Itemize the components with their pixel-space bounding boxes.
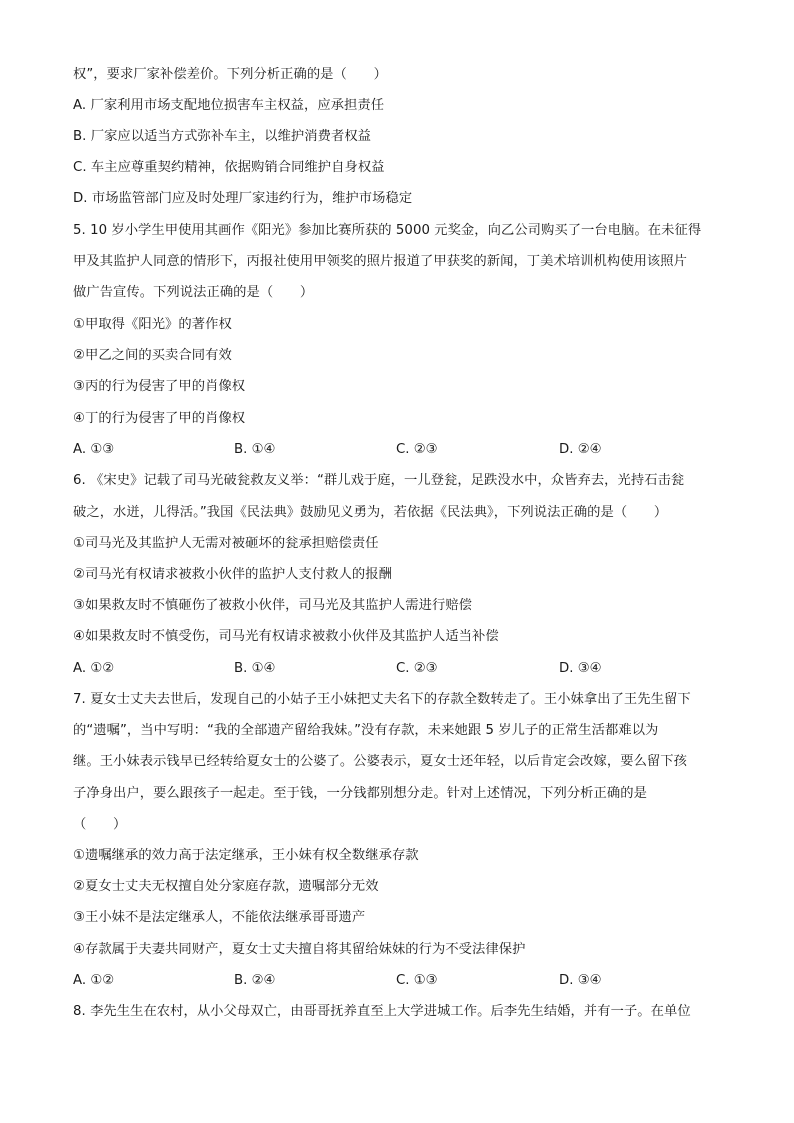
q6-stem-line-2: 破之，水迸，儿得活。”我国《民法典》鼓励见义勇为，若依据《民法典》，下列说法正确的是（ ） [73,505,668,520]
q6-item-2: ②司马光有权请求被救小伙伴的监护人支付救人的报酬 [73,567,392,582]
q7-stem-line-4: 子净身出户，要么跟孩子一起走。至于钱，一分钱都别想分走。针对上述情况，下列分析正确的是 [73,786,647,801]
q5-choice-a: A. ①③ [73,442,115,457]
q5-stem-line-2: 甲及其监护人同意的情形下，丙报社使用甲领奖的照片报道了甲获奖的新闻，丁美术培训机构使用该照片 [73,254,687,269]
q7-item-2: ②夏女士丈夫无权擅自处分家庭存款，遗嘱部分无效 [73,879,379,894]
q5-stem-line-1: 5. 10 岁小学生甲使用其画作《阳光》参加比赛所获的 5000 元奖金，向乙公司购买了一台电脑。在未征得 [73,223,702,238]
q6-choice-a: A. ①② [73,661,115,676]
q6-stem-line-1: 6. 《宋史》记载了司马光破瓮救友义举：“群儿戏于庭，一儿登瓮，足跌没水中，众皆弃去，光持石击瓮 [73,473,685,488]
q7-item-3: ③王小妹不是法定继承人，不能依法继承哥哥遗产 [73,910,366,925]
q4-option-d: D. 市场监管部门应及时处理厂家违约行为，维护市场稳定 [73,191,413,206]
q5-choice-c: C. ②③ [396,442,438,457]
q6-choice-b: B. ①④ [234,661,276,676]
q8-stem-line-1: 8. 李先生生在农村，从小父母双亡，由哥哥抚养直至上大学进城工作。后李先生结婚，并有一子。在单位 [73,1004,691,1019]
q7-item-4: ④存款属于夫妻共同财产，夏女士丈夫擅自将其留给妹妹的行为不受法律保护 [73,942,526,957]
q5-stem-line-3: 做广告宣传。下列说法正确的是（ ） [73,285,314,300]
q4-option-a: A. 厂家利用市场支配地位损害车主权益，应承担责任 [73,98,385,113]
q7-stem-line-1: 7. 夏女士丈夫去世后，发现自己的小姑子王小妹把丈夫名下的存款全数转走了。王小妹拿出了王先生留下 [73,692,691,707]
q7-choice-b: B. ②④ [234,973,276,988]
q5-item-3: ③丙的行为侵害了甲的肖像权 [73,379,246,394]
q7-stem-line-5: （ ） [73,817,127,832]
q6-item-3: ③如果救友时不慎砸伤了被救小伙伴，司马光及其监护人需进行赔偿 [73,598,473,613]
q5-item-1: ①甲取得《阳光》的著作权 [73,317,232,332]
q6-item-1: ①司马光及其监护人无需对被砸坏的瓮承担赔偿责任 [73,536,379,551]
q5-choice-d: D. ②④ [559,442,602,457]
q7-choice-c: C. ①③ [396,973,438,988]
q5-item-2: ②甲乙之间的买卖合同有效 [73,348,232,363]
q7-item-1: ①遗嘱继承的效力高于法定继承，王小妹有权全数继承存款 [73,848,419,863]
q4-stem-tail: 权”，要求厂家补偿差价。下列分析正确的是（ ） [73,67,387,82]
q6-choice-c: C. ②③ [396,661,438,676]
q5-choice-b: B. ①④ [234,442,276,457]
q4-option-c: C. 车主应尊重契约精神，依据购销合同维护自身权益 [73,160,385,175]
q5-item-4: ④丁的行为侵害了甲的肖像权 [73,411,246,426]
q7-stem-line-3: 继。王小妹表示钱早已经转给夏女士的公婆了。公婆表示，夏女士还年轻，以后肯定会改嫁，要么留下孩 [73,754,687,769]
q7-stem-line-2: 的“遗嘱”，当中写明：“我的全部遗产留给我妹。”没有存款，未来她跟 5 岁儿子的正常生活都难以为 [73,723,659,738]
q6-choice-d: D. ③④ [559,661,602,676]
q7-choice-d: D. ③④ [559,973,602,988]
q4-option-b: B. 厂家应以适当方式弥补车主，以维护消费者权益 [73,129,372,144]
q6-item-4: ④如果救友时不慎受伤，司马光有权请求被救小伙伴及其监护人适当补偿 [73,629,499,644]
q7-choice-a: A. ①② [73,973,115,988]
